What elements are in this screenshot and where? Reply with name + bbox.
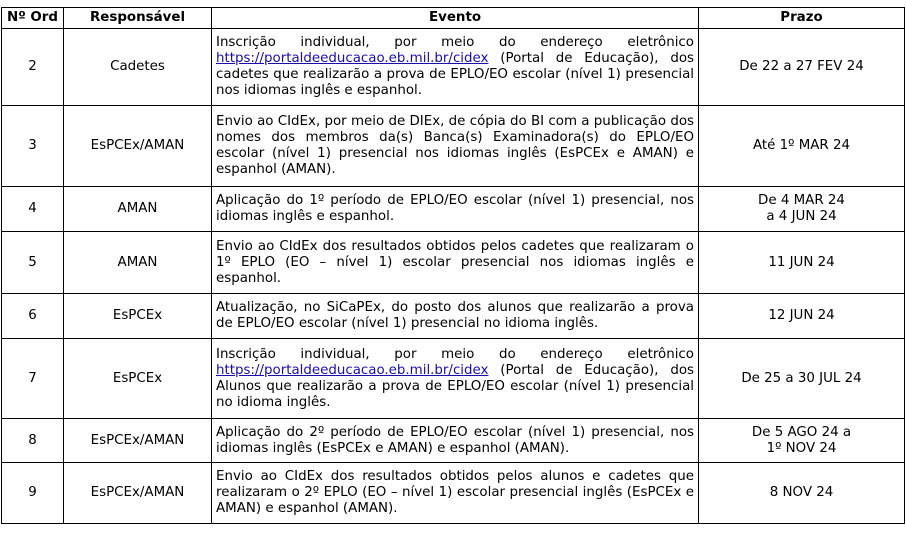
cidex-portal-link[interactable]: https://portaldeeducacao.eb.mil.br/cidex — [216, 362, 489, 378]
evento-text: (Portal de Educação), dos cadetes que realizarão a prova de EPLO/EO escolar (nível 1) presencial nos idiomas inglês e espanhol. — [216, 51, 694, 98]
table-row — [2, 294, 905, 339]
cell-prazo — [699, 419, 905, 463]
cell-responsavel: EsPCEx/AMAN — [64, 419, 212, 463]
cell-prazo: De 22 a 27 FEV 24 — [699, 29, 905, 106]
cell-responsavel: EsPCEx/AMAN — [64, 463, 212, 524]
table-row — [2, 419, 905, 463]
evento-text: Inscrição individual, por meio do endereço eletrônico — [216, 346, 694, 362]
cell-ord: 3 — [2, 106, 64, 187]
cell-responsavel: AMAN — [64, 232, 212, 294]
evento-text: (Portal de Educação), dos Alunos que realizarão a prova de EPLO/EO escolar (nível 1) presencial no idioma inglês. — [216, 362, 694, 410]
cell-prazo: 12 JUN 24 — [699, 294, 905, 339]
cell-prazo: 11 JUN 24 — [699, 232, 905, 294]
prazo-line: a 4 JUN 24 — [766, 209, 837, 224]
table-row — [2, 339, 905, 419]
cell-responsavel: EsPCEx — [64, 339, 212, 419]
prazo-line: 1º NOV 24 — [766, 440, 837, 456]
table-row — [2, 29, 905, 106]
cell-ord: 7 — [2, 339, 64, 419]
header-evento: Evento — [212, 8, 699, 29]
cidex-portal-link[interactable]: https://portaldeeducacao.eb.mil.br/cidex — [216, 51, 489, 66]
table-row — [2, 463, 905, 524]
header-prazo: Prazo — [699, 8, 905, 29]
cell-ord: 8 — [2, 419, 64, 463]
cell-evento — [212, 29, 699, 106]
cell-evento: Aplicação do 2º período de EPLO/EO escolar (nível 1) presencial, nos idiomas inglês (EsPCEx e AMAN) e espanhol (AMAN). — [212, 419, 699, 463]
cell-evento: Envio ao CIdEx, por meio de DIEx, de cópia do BI com a publicação dos nomes dos membros da(s) Banca(s) Examinadora(s) do EPLO/EO escolar (nível 1) presencial nos idiomas inglês (EsPCEx e AMAN) e espanhol (AMAN). — [212, 106, 699, 187]
cell-evento — [212, 339, 699, 419]
prazo-line: De 5 AGO 24 a — [751, 424, 852, 440]
cell-prazo: Até 1º MAR 24 — [699, 106, 905, 187]
cell-ord: 2 — [2, 29, 64, 106]
cell-responsavel: EsPCEx — [64, 294, 212, 339]
header-responsavel: Responsável — [64, 8, 212, 29]
schedule-table — [1, 7, 905, 524]
cell-evento: Aplicação do 1º período de EPLO/EO escolar (nível 1) presencial, nos idiomas inglês e espanhol. — [212, 187, 699, 232]
cell-prazo: De 25 a 30 JUL 24 — [699, 339, 905, 419]
cell-ord: 6 — [2, 294, 64, 339]
prazo-line: De 4 MAR 24 — [758, 193, 845, 208]
header-ord: Nº Ord — [2, 8, 64, 29]
cell-ord: 4 — [2, 187, 64, 232]
cell-evento: Envio ao CIdEx dos resultados obtidos pelos alunos e cadetes que realizaram o 2º EPLO (EO – nível 1) escolar presencial inglês (EsPCEx e AMAN) e espanhol (AMAN). — [212, 463, 699, 524]
evento-text: Inscrição individual, por meio do endereço eletrônico — [216, 35, 694, 50]
cell-ord: 5 — [2, 232, 64, 294]
cell-ord: 9 — [2, 463, 64, 524]
cell-responsavel: EsPCEx/AMAN — [64, 106, 212, 187]
cell-prazo — [699, 187, 905, 232]
cell-evento: Atualização, no SiCaPEx, do posto dos alunos que realizarão a prova de EPLO/EO escolar (nível 1) presencial no idioma inglês. — [212, 294, 699, 339]
table-row — [2, 187, 905, 232]
table-row — [2, 106, 905, 187]
cell-responsavel: AMAN — [64, 187, 212, 232]
cell-prazo: 8 NOV 24 — [699, 463, 905, 524]
header-row — [2, 8, 905, 29]
cell-responsavel: Cadetes — [64, 29, 212, 106]
cell-evento: Envio ao CIdEx dos resultados obtidos pelos cadetes que realizaram o 1º EPLO (EO – nível 1) escolar presencial nos idiomas inglês e espanhol. — [212, 232, 699, 294]
table-row — [2, 232, 905, 294]
